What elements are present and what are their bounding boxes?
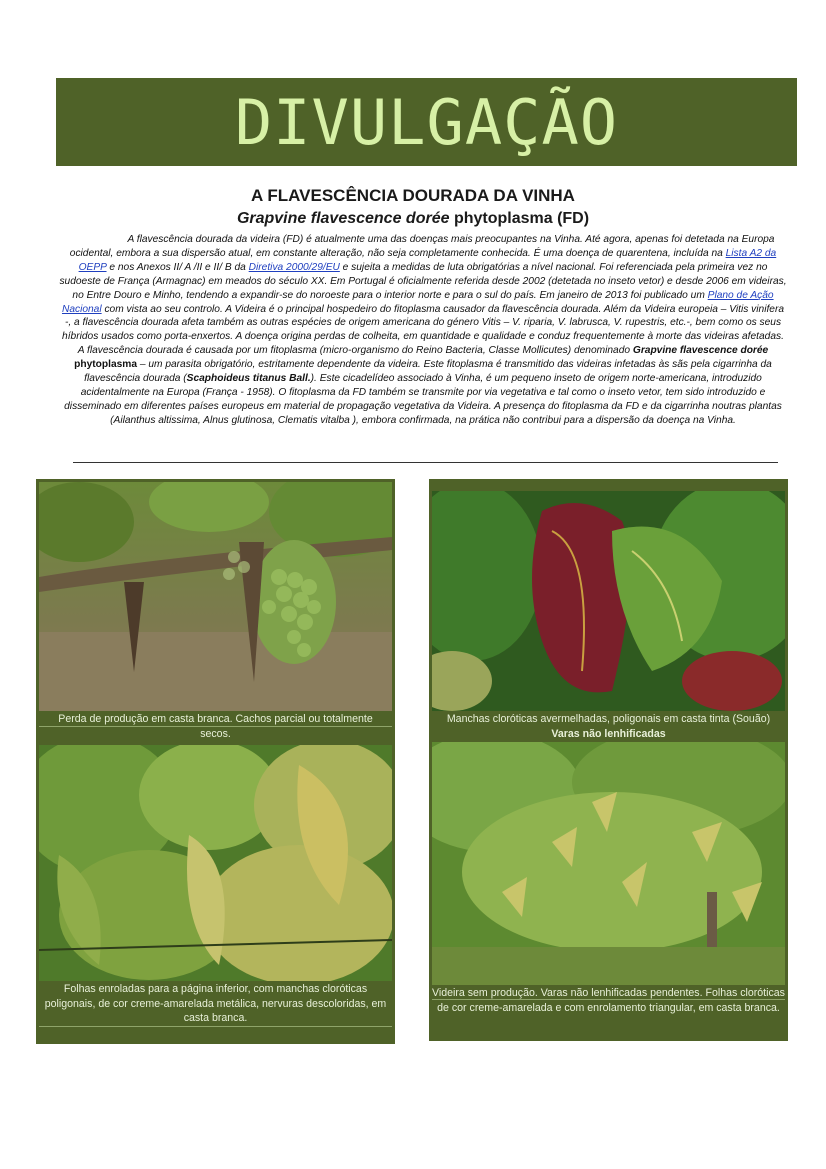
body-text-3: e sujeita a medidas de luta obrigatórias a nível nacional. Foi referenciada pela primeira vez no sudoeste de França (Armagnac) em meados do século XX. Em Portugal é oficialmente referida desde 2002 (detetada no inseto vetor) e desde 2006 em videiras, no Entre Douro e Minho, tendendo a expandir-se do noroeste para o interior norte e para o sul do país. Em janeiro de 2013 foi publicado um (59, 261, 787, 301)
article-title: A FLAVESCÊNCIA DOURADA DA VINHA (251, 186, 575, 205)
photo-dry-grapes (39, 482, 392, 711)
article-subtitle (0, 210, 826, 228)
photo-panel-right (429, 479, 788, 1041)
body-text-4: com vista ao seu controlo. A Videira é o principal hospedeiro do fitoplasma causador da flavescência dourada. Além da Videira europeia – Vitis vinifera -, a flavescência dourada afeta também as outras espécies de origem americana do género Vitis – V. riparia, V. labrusca, V. rupestris, etc.-, bem como os seus híbridos usados como porta-enxertos. A doença origina perdas de colheita, em quantidade e qualidade e conduz frequentemente à morte das videiras afetadas. A flavescência dourada é causada por um fitoplasma (micro-organismo do Reino Bacteria, Classe Mollicutes) denominado (62, 303, 785, 357)
body-bold-1: Grapvine flavescence dorée (632, 345, 769, 357)
body-bold-2: Scaphoideus titanus Ball. (186, 373, 311, 385)
divulgacao-banner (56, 78, 797, 166)
caption-3: Folhas enroladas para a página inferior, com manchas cloróticas poligonais, de cor creme-amarelada metálica, nervuras descoloridas, em casta branca. (44, 983, 387, 1024)
body-text-2: e nos Anexos II/ A /II e II/ B da (106, 261, 249, 273)
photo-red-leaf (432, 491, 785, 711)
link-lista-a2-oepp[interactable]: Lista A2 da OEPP (78, 247, 777, 273)
link-diretiva[interactable]: Diretiva 2000/29/EU (248, 261, 340, 273)
photo-vine-no-production (432, 742, 785, 985)
body-text-1: A flavescência dourada da videira (FD) é atualmente uma das doenças mais preocupantes na Vinha. Até agora, apenas foi detetada na Europa ocidental, embora a sua dispersão atual, em constante alteração, não seja completamente conhecida. É uma doença de quarentena, incluída na (69, 234, 775, 259)
caption-4: Videira sem produção. Varas não lenhificadas pendentes. Folhas cloróticas de cor creme-amarelada e com enrolamento triangular, em casta branca. (432, 987, 785, 1014)
caption-rule (39, 1026, 392, 1027)
caption-2-bold: Varas não lenhificadas (551, 727, 666, 740)
section-divider (73, 462, 778, 463)
photo-panel-left (36, 479, 395, 1044)
caption-rule (39, 726, 392, 727)
subtitle-italic: Grapvine flavescence dorée (236, 210, 450, 227)
body-text-5: – um parasita obrigatório, estritamente dependente da videira. Este fitoplasma é transmitido das videiras infetadas às sãs pela cigarrinha da flavescência dourada ( (84, 359, 772, 385)
body-bold-1b: phytoplasma (74, 359, 138, 371)
body-text-6: ). Este cicadelídeo associado à Vinha, é um pequeno inseto de origem norte-americana, introduzido acidentalmente na Europa (França - 1958). O fitoplasma da FD também se transmite por via vegetativa e tal como o inseto vetor, tem sido introduzido e disseminado em diferentes países europeus em material de propagação vegetativa da Videira. A presença do fitoplasma da FD e da cigarrinha noutras plantas (Ailanthus altissima, Alnus glutinosa, Clematis vitalba ), embora confirmada, na prática não contribui para a dispersão da doença na Vinha. (64, 373, 782, 426)
caption-2 (432, 712, 785, 741)
caption-rule (432, 999, 785, 1000)
link-plano-acao[interactable]: Plano de Ação Nacional (61, 289, 774, 315)
caption-2-text: Manchas cloróticas avermelhadas, poligonais em casta tinta (Souão) (446, 713, 771, 725)
banner-title: DIVULGAÇÃO (234, 85, 619, 159)
subtitle-rest: phytoplasma (FD) (449, 210, 590, 227)
article-body (58, 233, 788, 428)
caption-1: Perda de produção em casta branca. Cachos parcial ou totalmente secos. (58, 713, 373, 740)
photo-rolled-leaves (39, 745, 392, 981)
